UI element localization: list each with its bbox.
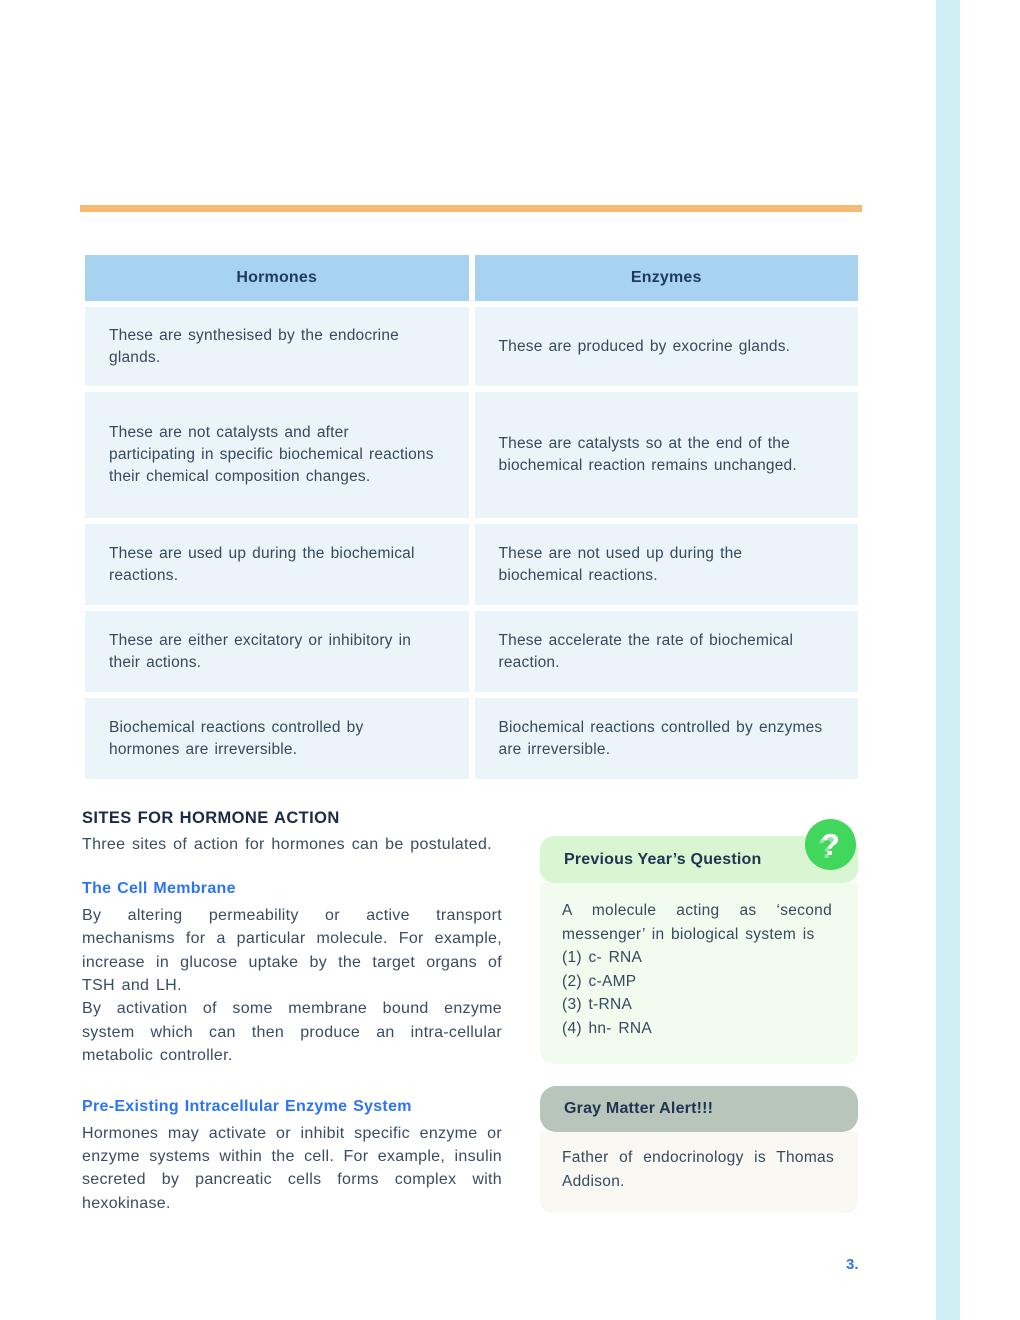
previous-year-question-card xyxy=(540,826,858,1064)
previous-year-question-header xyxy=(540,826,858,883)
page-number: 3. xyxy=(846,1256,859,1273)
question-mark-icon: ? xyxy=(805,819,856,870)
gray-matter-alert-title: Gray Matter Alert!!! xyxy=(564,1100,714,1118)
subsection-heading-enzyme-system: Pre-Existing Intracellular Enzyme System xyxy=(82,1098,412,1116)
previous-year-question-title: Previous Year’s Question xyxy=(564,850,762,868)
table-cell-enzymes-3: These are not used up during the biochemical reactions. xyxy=(475,524,859,605)
table-cell-enzymes-2: These are catalysts so at the end of the biochemical reaction remains unchanged. xyxy=(475,392,859,518)
hormones-enzymes-table xyxy=(85,255,858,779)
gray-matter-alert-card xyxy=(540,1086,858,1213)
subsection-heading-cell-membrane: The Cell Membrane xyxy=(82,880,236,898)
table-cell-hormones-3: These are used up during the biochemical reactions. xyxy=(85,524,469,605)
question-option-2: (2) c-AMP xyxy=(562,972,637,990)
question-text: A molecule acting as ‘second messenger’ in biological system is xyxy=(562,902,832,943)
intro-paragraph: Three sites of action for hormones can be postulated. xyxy=(82,836,492,854)
table-cell-enzymes-1: These are produced by exocrine glands. xyxy=(475,307,859,386)
enzyme-system-paragraph: Hormones may activate or inhibit specific enzyme or enzyme systems within the cell. For example, insulin secreted by pancreatic cells forms complex with hexokinase. xyxy=(82,1124,502,1212)
main-text-column xyxy=(82,806,502,1215)
table-cell-hormones-2: These are not catalysts and after participating in specific biochemical reactions their chemical composition changes. xyxy=(85,392,469,518)
table-cell-hormones-5: Biochemical reactions controlled by hormones are irreversible. xyxy=(85,698,469,779)
table-header-hormones: Hormones xyxy=(85,255,469,301)
table-cell-hormones-4: These are either excitatory or inhibitory in their actions. xyxy=(85,611,469,692)
page-edge-stripe xyxy=(936,0,960,1320)
side-boxes-column xyxy=(540,826,858,1213)
table-cell-enzymes-4: These accelerate the rate of biochemical reaction. xyxy=(475,611,859,692)
question-option-4: (4) hn- RNA xyxy=(562,1019,652,1037)
cell-membrane-paragraph-1: By altering permeability or active transport mechanisms for a particular molecule. For example, increase in glucose uptake by the target organs of TSH and LH. xyxy=(82,906,502,994)
question-option-3: (3) t-RNA xyxy=(562,996,633,1014)
gray-matter-alert-header xyxy=(540,1086,858,1132)
gray-matter-alert-text: Father of endocrinology is Thomas Addison. xyxy=(540,1132,858,1213)
table-header-enzymes: Enzymes xyxy=(475,255,859,301)
previous-year-question-body xyxy=(540,883,858,1064)
section-divider-bar xyxy=(80,205,862,212)
table-cell-enzymes-5: Biochemical reactions controlled by enzymes are irreversible. xyxy=(475,698,859,779)
cell-membrane-paragraph-2: By activation of some membrane bound enzyme system which can then produce an intra-cellular metabolic controller. xyxy=(82,1000,502,1064)
section-heading-sites-for-hormone-action: SITES FOR HORMONE ACTION xyxy=(82,809,340,827)
question-option-1: (1) c- RNA xyxy=(562,949,643,967)
table-cell-hormones-1: These are synthesised by the endocrine glands. xyxy=(85,307,469,386)
